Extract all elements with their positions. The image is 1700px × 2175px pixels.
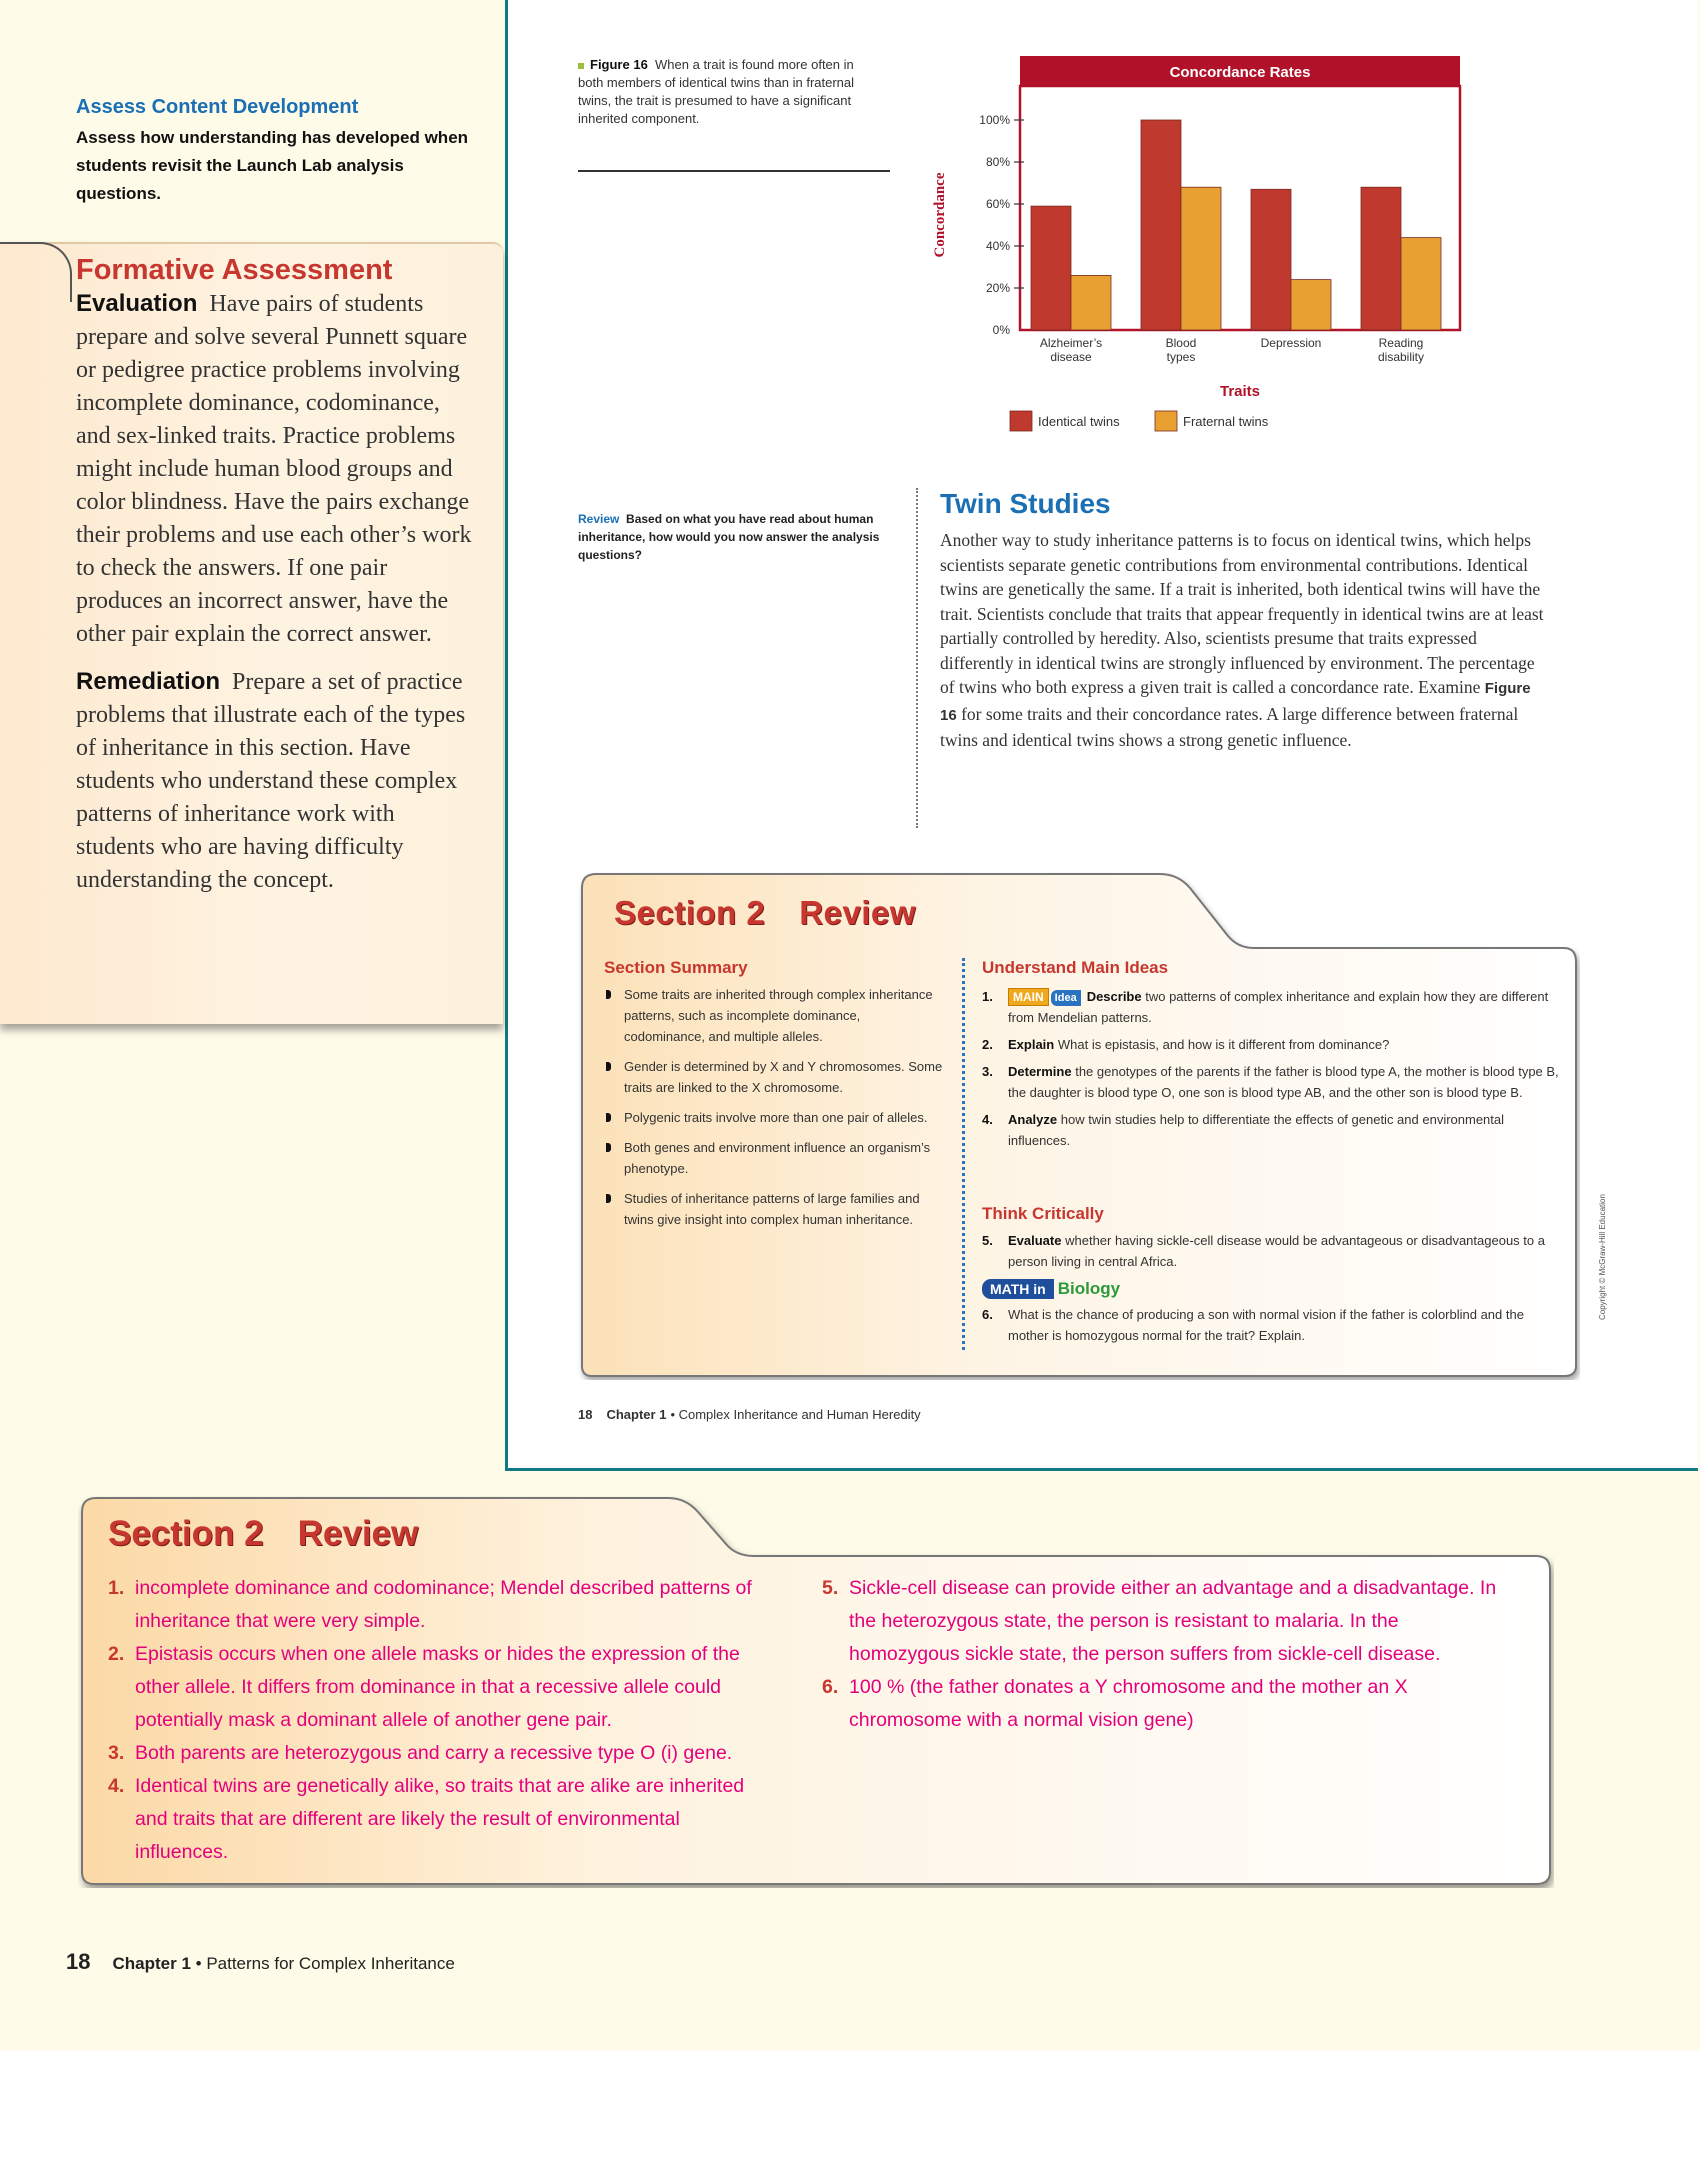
think-critically-title: Think Critically <box>982 1204 1104 1223</box>
formative-body <box>76 287 476 911</box>
summary-item: Both genes and environment influence an organism’s phenotype. <box>604 1137 944 1179</box>
chart-title: Concordance Rates <box>1169 64 1311 81</box>
answer-text: Sickle-cell disease can provide either an advantage and a disadvantage. In the heterozygous state, the person is resistant to malaria. In the homozygous sickle state, the person suffers from sickle-cell disease. <box>849 1577 1497 1665</box>
twin-studies-title: Twin Studies <box>940 488 1111 519</box>
question-text: What is the chance of producing a son with normal vision if the father is colorblind and the mother is homozygous normal for the trait? Explain. <box>1008 1307 1524 1343</box>
x-tick-label: types <box>1166 350 1196 364</box>
bar-identical <box>1361 187 1401 330</box>
concordance-chart <box>920 50 1480 450</box>
chapter-label: Chapter 1 <box>606 1407 667 1422</box>
teacher-page-footer: 18 Chapter 1 • Patterns for Complex Inheritance <box>66 1949 455 1974</box>
understand-main-ideas-title: Understand Main Ideas <box>982 958 1169 977</box>
figure-label: Figure 16 <box>590 57 648 72</box>
chapter-title: Complex Inheritance and Human Heredity <box>678 1407 921 1422</box>
answer-item <box>822 1572 1512 1671</box>
answer-text: Identical twins are genetically alike, so traits that are alike are inherited and traits that are different are likely the result of environmental influences. <box>135 1775 745 1863</box>
student-page-footer: 18 Chapter 1 • Complex Inheritance and Human Heredity <box>578 1407 921 1422</box>
section-review-title <box>614 894 916 932</box>
figure-reference: Figure 16 <box>940 680 1531 724</box>
question-item <box>982 1230 1562 1272</box>
question-text: the genotypes of the parents if the father is blood type A, the mother is blood type B, the daughter is blood type O, one son is blood type AB, and the other son is blood type B. <box>1008 1064 1559 1100</box>
y-tick-label: 60% <box>985 197 1010 211</box>
answer-review-word: Review <box>297 1514 419 1553</box>
chart-y-axis-label: Concordance <box>932 172 948 258</box>
summary-item: Gender is determined by X and Y chromosomes. Some traits are linked to the X chromosome. <box>604 1056 944 1098</box>
chapter-label: Chapter 1 <box>112 1954 191 1973</box>
legend-label: Identical twins <box>1038 414 1120 429</box>
x-tick-label: Blood <box>1165 336 1197 350</box>
review-word: Review <box>799 894 916 931</box>
question-verb: Analyze <box>1008 1112 1058 1127</box>
main-badge: MAIN <box>1008 988 1049 1006</box>
question-number: 3. <box>982 1064 993 1079</box>
twin-studies-body <box>940 528 1545 753</box>
answer-number: 2. <box>108 1643 125 1665</box>
answer-number: 3. <box>108 1742 125 1764</box>
summary-title: Section Summary <box>604 958 748 977</box>
answer-item <box>108 1770 778 1869</box>
question-item <box>982 1109 1562 1151</box>
chart-x-axis-label: Traits <box>1219 383 1261 400</box>
answer-text: 100 % (the father donates a Y chromosome and the mother an X chromosome with a normal vision gene) <box>849 1676 1408 1731</box>
copyright-notice: Copyright © McGraw-Hill Education <box>1598 1194 1607 1320</box>
bar-identical <box>1251 189 1291 330</box>
answer-text: Both parents are heterozygous and carry a recessive type O (i) gene. <box>135 1742 733 1764</box>
legend-swatch <box>1155 411 1177 431</box>
question-number: 5. <box>982 1233 993 1248</box>
question-item <box>982 1034 1562 1055</box>
review-note <box>578 510 888 564</box>
answer-key-title <box>108 1514 418 1554</box>
answer-section-number: Section 2 <box>108 1514 264 1553</box>
question-number: 1. <box>982 989 993 1004</box>
caption-bullet-icon <box>578 63 584 69</box>
main-ideas-questions <box>982 986 1562 1157</box>
math-badge: MATH in <box>982 1279 1054 1299</box>
chapter-title: Patterns for Complex Inheritance <box>206 1954 455 1973</box>
bar-fraternal <box>1401 238 1441 330</box>
page-number: 18 <box>578 1407 593 1422</box>
legend-swatch <box>1010 411 1032 431</box>
question-number: 6. <box>982 1307 993 1322</box>
question-verb: Describe <box>1086 989 1142 1004</box>
formative-tab-outline <box>0 242 72 302</box>
evaluation-text: Have pairs of students prepare and solve several Punnett square or pedigree practice problems involving incomplete dominance, codominance, and sex-linked traits. Practice problems might include human blood groups and color blindness. Have the pairs exchange their problems and use each other’s work to check the answers. If one pair produces an incorrect answer, have the other pair explain the correct answer. <box>76 291 472 647</box>
answer-item <box>108 1638 778 1737</box>
answers-left-column <box>108 1572 778 1869</box>
y-tick-label: 80% <box>985 155 1010 169</box>
summary-list <box>604 984 944 1239</box>
legend-label: Fraternal twins <box>1183 414 1269 429</box>
question-verb: Evaluate <box>1008 1233 1062 1248</box>
remediation-text: Prepare a set of practice problems that illustrate each of the types of inheritance in this section. Have students who understand these complex patterns of inheritance work with students who are having difficulty understanding the concept. <box>76 669 466 893</box>
x-tick-label: disease <box>1050 350 1092 364</box>
review-note-text: Based on what you have read about human inheritance, how would you now answer the analysis questions? <box>578 512 880 562</box>
figure-caption-text: When a trait is found more often in both members of identical twins than in fraternal twins, the trait is presumed to have a significant inherited component. <box>578 57 855 126</box>
math-in-biology-header <box>982 1278 1562 1300</box>
dotted-divider <box>916 488 918 828</box>
question-item <box>982 986 1562 1028</box>
question-text: whether having sickle-cell disease would be advantageous or disadvantageous to a person living in central Africa. <box>1008 1233 1545 1269</box>
section-review-box <box>578 872 1580 1380</box>
y-tick-label: 0% <box>992 323 1010 337</box>
twin-body-post: for some traits and their concordance rates. A large difference between fraternal twins and identical twins shows a strong genetic influence. <box>940 703 1519 750</box>
question-item <box>982 1304 1562 1346</box>
answers-right-column <box>822 1572 1512 1737</box>
answer-text: Epistasis occurs when one allele masks or hides the expression of the other allele. It differs from dominance in that a recessive allele could potentially mask a dominant allele of another gene pair. <box>135 1643 740 1731</box>
x-tick-label: Depression <box>1260 336 1322 350</box>
x-tick-label: Reading <box>1378 336 1424 350</box>
review-note-label: Review <box>578 512 620 526</box>
y-tick-label: 40% <box>985 239 1010 253</box>
question-verb: Explain <box>1008 1037 1055 1052</box>
answer-number: 6. <box>822 1676 839 1698</box>
answer-text: incomplete dominance and codominance; Mendel described patterns of inheritance that were very simple. <box>135 1577 752 1632</box>
y-tick-label: 100% <box>979 113 1010 127</box>
x-tick-label: Alzheimer’s <box>1039 336 1103 350</box>
question-text: two patterns of complex inheritance and explain how they are different from Mendelian patterns. <box>1008 989 1549 1025</box>
bar-identical <box>1031 206 1071 330</box>
bar-identical <box>1141 120 1181 330</box>
question-text: What is epistasis, and how is it different from dominance? <box>1057 1037 1390 1052</box>
bar-fraternal <box>1181 187 1221 330</box>
formative-title: Formative Assessment <box>76 254 393 286</box>
math-subject: Biology <box>1057 1279 1121 1298</box>
summary-item: Polygenic traits involve more than one pair of alleles. <box>604 1107 944 1128</box>
answer-item <box>108 1737 778 1770</box>
summary-item: Studies of inheritance patterns of large families and twins give insight into complex human inheritance. <box>604 1188 944 1230</box>
section-number: Section 2 <box>614 894 766 931</box>
bar-fraternal <box>1291 280 1331 330</box>
question-text: how twin studies help to differentiate the effects of genetic and environmental influences. <box>1008 1112 1505 1148</box>
question-item <box>982 1061 1562 1103</box>
question-number: 4. <box>982 1112 993 1127</box>
x-tick-label: disability <box>1377 350 1425 364</box>
evaluation-lead: Evaluation <box>76 290 198 317</box>
summary-item: Some traits are inherited through complex inheritance patterns, such as incomplete dominance, codominance, and multiple alleles. <box>604 984 944 1047</box>
answer-item <box>108 1572 778 1638</box>
caption-rule <box>578 170 890 172</box>
answer-number: 5. <box>822 1577 839 1599</box>
think-critically-questions <box>982 1230 1562 1352</box>
bar-fraternal <box>1071 275 1111 330</box>
answer-key-box <box>78 1496 1554 1888</box>
y-tick-label: 20% <box>985 281 1010 295</box>
idea-badge: Idea <box>1051 990 1081 1006</box>
figure-caption <box>578 56 878 128</box>
assess-title: Assess Content Development <box>76 96 359 118</box>
answer-number: 4. <box>108 1775 125 1797</box>
assess-text: Assess how understanding has developed when students revisit the Launch Lab analysis questions. <box>76 128 469 203</box>
twin-body-pre: Another way to study inheritance patterns is to focus on identical twins, which helps scientists separate genetic contributions from environmental contributions. Identical twins are genetically the same. If a trait is inherited, both identical twins will have the trait. Scientists conclude that traits that appear frequently in identical twins are at least partially controlled by heredity. Also, scientists presume that traits expressed differently in identical twins are strongly influenced by environment. The percentage of twins who both express a given trait is called a concordance rate. Examine <box>940 530 1544 697</box>
answer-number: 1. <box>108 1577 125 1599</box>
question-number: 2. <box>982 1037 993 1052</box>
review-dotted-divider <box>962 958 965 1350</box>
remediation-lead: Remediation <box>76 668 221 695</box>
answer-item <box>822 1671 1512 1737</box>
question-verb: Determine <box>1008 1064 1072 1079</box>
page-number: 18 <box>66 1949 91 1974</box>
